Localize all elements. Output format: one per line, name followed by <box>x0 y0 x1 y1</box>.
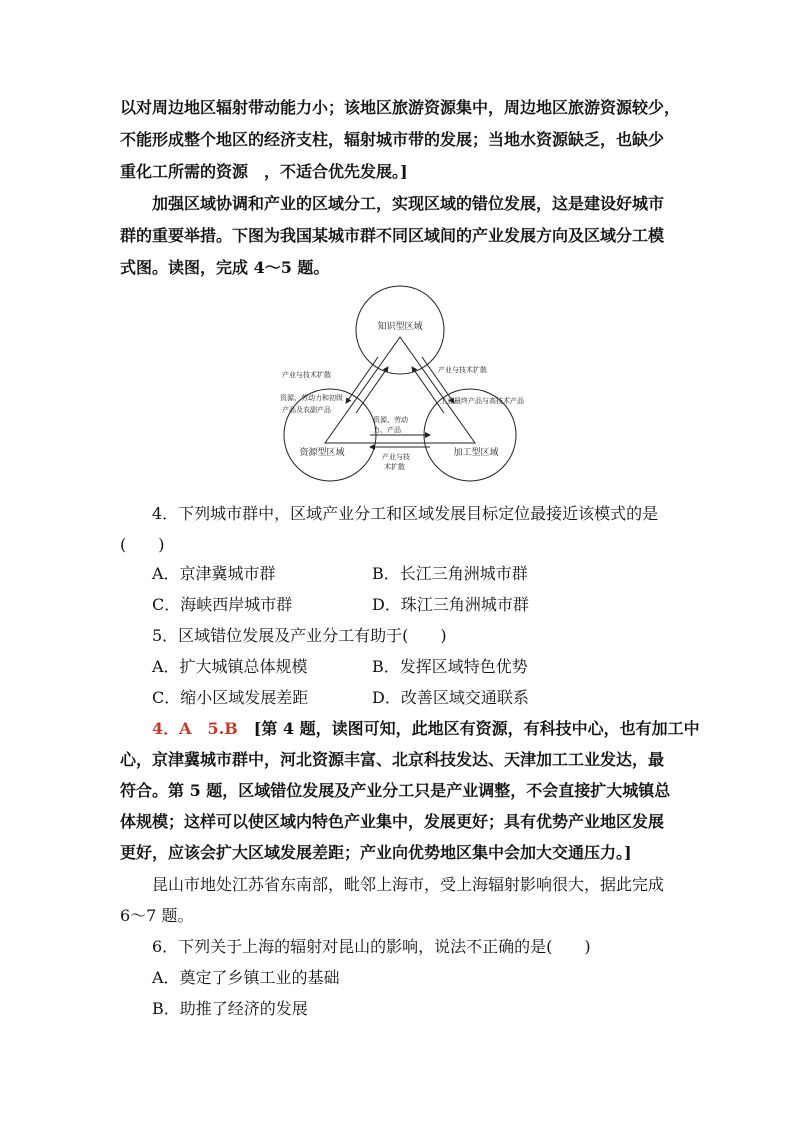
intro-line-2: 群的重要举措。下图为我国某城市群不同区域间的产业发展方向及区域分工模 <box>120 226 665 245</box>
q6-option-b: B．助推了经济的发展 <box>152 999 308 1018</box>
q4-option-c: C．海峡西岸城市群 <box>152 595 293 614</box>
left-up-arrow <box>356 367 388 413</box>
q5-option-b: B．发挥区域特色优势 <box>372 657 528 676</box>
q4-option-d: D．珠江三角洲城市群 <box>372 595 529 614</box>
resource-region-circle <box>284 389 376 481</box>
intro-line-1: 加强区域协调和产业的区域分工，实现区域的错位发展，这是建设好城市 <box>152 194 665 213</box>
answer-45-line-2: 心，京津冀城市群中，河北资源丰富、北京科技发达、天津加工工业发达，最 <box>120 750 665 769</box>
prev-answer-line-1: 以对周边地区辐射带动能力小；该地区旅游资源集中，周边地区旅游资源较少， <box>120 98 681 117</box>
answer-45-line-5: 更好，应该会扩大区域发展差距；产业向优势地区集中会加大交通压力。] <box>120 843 632 862</box>
knowledge-region-label: 知识型区域 <box>377 322 423 332</box>
q4-stem-line-1: 4．下列城市群中，区域产业分工和区域发展目标定位最接近该模式的是 <box>152 504 659 523</box>
middle-top-label-2: 力、产品 <box>373 426 401 434</box>
right-bottom-label: 工业最终产品与高技术产品 <box>440 397 524 405</box>
left-bottom-label-1: 资源、劳动力和初级 <box>280 394 343 402</box>
q4-option-b: B．长江三角洲城市群 <box>372 564 528 583</box>
regional-division-diagram <box>270 285 530 485</box>
left-top-label: 产业与技术扩散 <box>282 371 331 379</box>
prev-answer-line-2: 不能形成整个地区的经济支柱，辐射城市带的发展；当地水资源缺乏，也缺少 <box>120 130 665 149</box>
answer-45-line-4: 体规模；这样可以使区域内特色产业集中，发展更好；具有优势产业地区发展 <box>120 812 665 831</box>
q4-option-a: A．京津冀城市群 <box>152 564 276 583</box>
q5-option-a: A．扩大城镇总体规模 <box>152 657 308 676</box>
q5-option-d: D．改善区域交通联系 <box>372 688 529 707</box>
right-top-label: 产业与技术扩散 <box>438 366 487 374</box>
q6-stem: 6．下列关于上海的辐射对昆山的影响，说法不正确的是( ) <box>152 937 591 956</box>
q5-stem: 5．区域错位发展及产业分工有助于( ) <box>152 626 447 645</box>
answer-45-first-line: [第 4 题，读图可知，此地区有资源，有科技中心，也有加工中 <box>237 719 700 738</box>
left-down-arrow <box>346 357 378 403</box>
intro2-line-1: 昆山市地处江苏省东南部，毗邻上海市，受上海辐射影响很大，据此完成 <box>152 875 665 894</box>
processing-region-label: 加工型区域 <box>453 448 499 458</box>
left-bottom-label-2: 产品及农副产品 <box>282 406 331 414</box>
middle-top-label-1: 资源、劳动 <box>373 416 408 424</box>
answer-45-line-1 <box>152 719 700 739</box>
q5-option-c: C．缩小区域发展差距 <box>152 688 309 707</box>
prev-answer-line-3: 重化工所需的资源 ，不适合优先发展。] <box>120 162 408 181</box>
q4-stem-line-2: ( ) <box>120 535 165 554</box>
intro2-line-2: 6～7 题。 <box>120 906 194 925</box>
middle-bottom-label-1: 产业与技 <box>382 453 410 461</box>
intro-line-3: 式图。读图，完成 4～5 题。 <box>120 258 330 277</box>
answer-45-line-3: 符合。第 5 题，区域错位发展及产业分工只是产业调整，不会直接扩大城镇总 <box>120 781 671 800</box>
q6-option-a: A．奠定了乡镇工业的基础 <box>152 968 340 987</box>
middle-bottom-label-2: 术扩散 <box>384 463 405 471</box>
resource-region-label: 资源型区域 <box>299 448 345 458</box>
answer-45-mark: 4．A 5.B <box>152 719 238 738</box>
